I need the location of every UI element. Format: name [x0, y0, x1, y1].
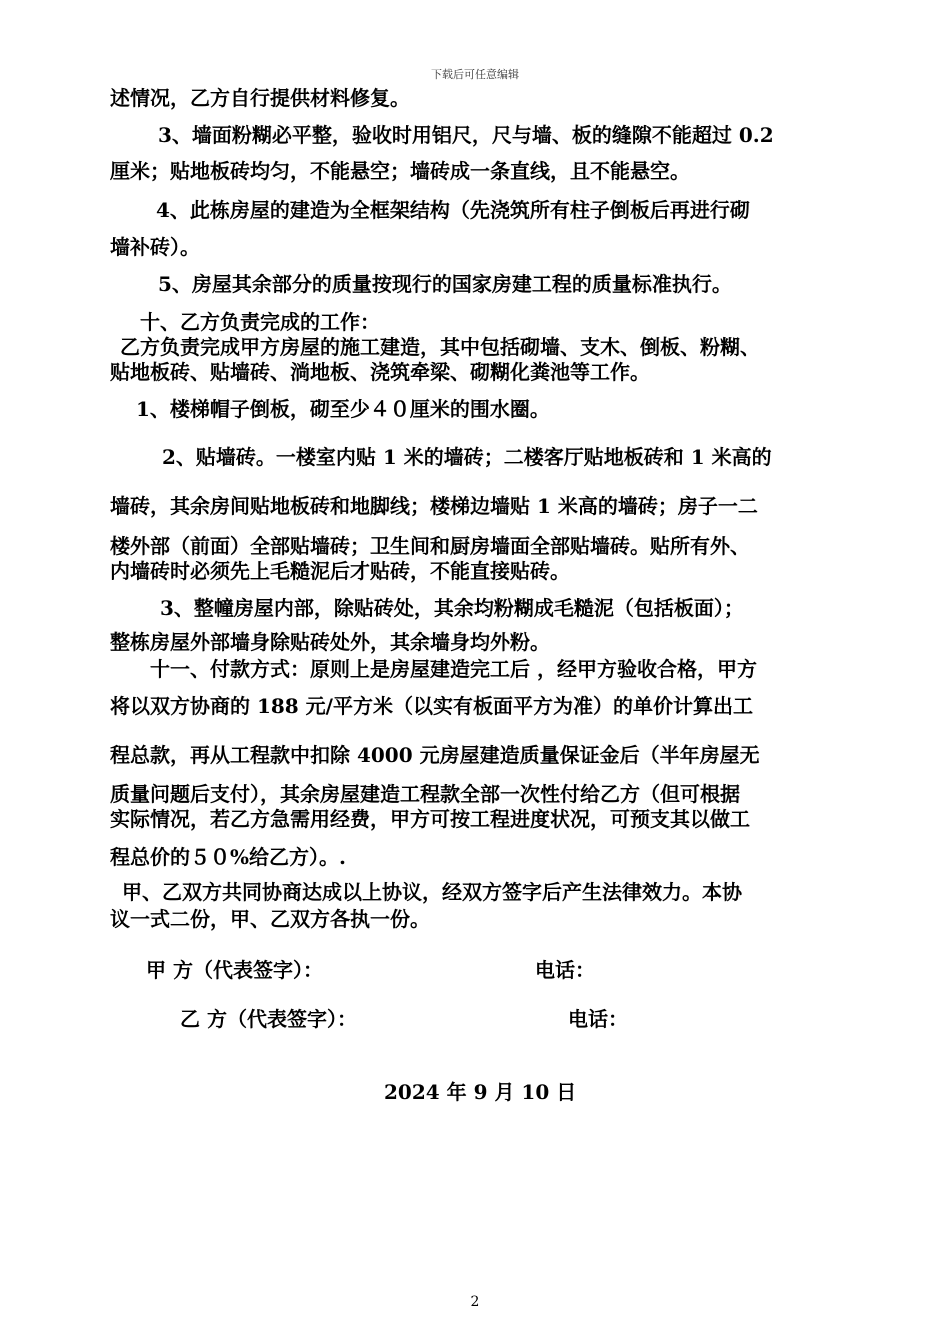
text-line: 5、房屋其余部分的质量按现行的国家房建工程的质量标准执行。 [158, 272, 732, 296]
section-heading: 十一、付款方式：原则上是房屋建造完工后 ，经甲方验收合格，甲方 [150, 657, 757, 681]
text-line: 楼外部（前面）全部贴墙砖；卫生间和厨房墙面全部贴墙砖。贴所有外、 [110, 534, 750, 558]
party-b-phone-label: 电话： [568, 1007, 628, 1031]
party-a-phone-label: 电话： [535, 958, 595, 982]
page-number: 2 [470, 1294, 480, 1310]
text-line: 3、墙面粉糊必平整，验收时用铝尺，尺与墙、板的缝隙不能超过 0.2 [158, 123, 774, 147]
text-line: 乙方负责完成甲方房屋的施工建造，其中包括砌墙、支木、倒板、粉糊、 [120, 335, 760, 359]
party-b-signature-label: 乙 方（代表签字）： [180, 1007, 357, 1031]
page-header: 下载后可任意编辑 [431, 68, 519, 81]
text-line: 4、此栋房屋的建造为全框架结构（先浇筑所有柱子倒板后再进行砌 [156, 198, 750, 222]
text-line: 甲、乙双方共同协商达成以上协议，经双方签字后产生法律效力。本协 [122, 880, 742, 904]
text-line: 将以双方协商的 188 元/平方米（以实有板面平方为准）的单价计算出工 [110, 694, 753, 718]
text-line: 墙补砖）。 [110, 235, 200, 259]
text-line: 1、楼梯帽子倒板，砌至少４０厘米的围水圈。 [136, 397, 550, 421]
text-line: 贴地板砖、贴墙砖、淌地板、浇筑牵梁、砌糊化粪池等工作。 [110, 360, 650, 384]
text-line: 实际情况，若乙方急需用经费，甲方可按工程进度状况，可预支其以做工 [110, 807, 750, 831]
text-line: 质量问题后支付），其余房屋建造工程款全部一次性付给乙方（但可根据 [110, 782, 740, 806]
text-line: 3、整幢房屋内部，除贴砖处，其余均粉糊成毛糙泥（包括板面）； [160, 596, 744, 620]
text-line: 厘米；贴地板砖均匀，不能悬空；墙砖成一条直线，且不能悬空。 [110, 159, 690, 183]
text-line: 内墙砖时必须先上毛糙泥后才贴砖，不能直接贴砖。 [110, 559, 570, 583]
text-line: 程总价的５０%给乙方）。. [110, 845, 346, 869]
text-line: 程总款，再从工程款中扣除 4000 元房屋建造质量保证金后（半年房屋无 [110, 743, 760, 767]
text-line: 整栋房屋外部墙身除贴砖处外，其余墙身均外粉。 [110, 630, 550, 654]
party-a-signature-label: 甲 方（代表签字）： [146, 958, 323, 982]
section-heading: 十、乙方负责完成的工作： [140, 310, 380, 334]
text-line: 述情况，乙方自行提供材料修复。 [110, 86, 410, 110]
text-line: 2、贴墙砖。一楼室内贴 1 米的墙砖；二楼客厅贴地板砖和 1 米高的 [162, 445, 772, 469]
signing-date: 2024 年 9 月 10 日 [384, 1080, 577, 1104]
text-line: 墙砖，其余房间贴地板砖和地脚线；楼梯边墙贴 1 米高的墙砖；房子一二 [110, 494, 758, 518]
text-line: 议一式二份，甲、乙双方各执一份。 [110, 907, 430, 931]
